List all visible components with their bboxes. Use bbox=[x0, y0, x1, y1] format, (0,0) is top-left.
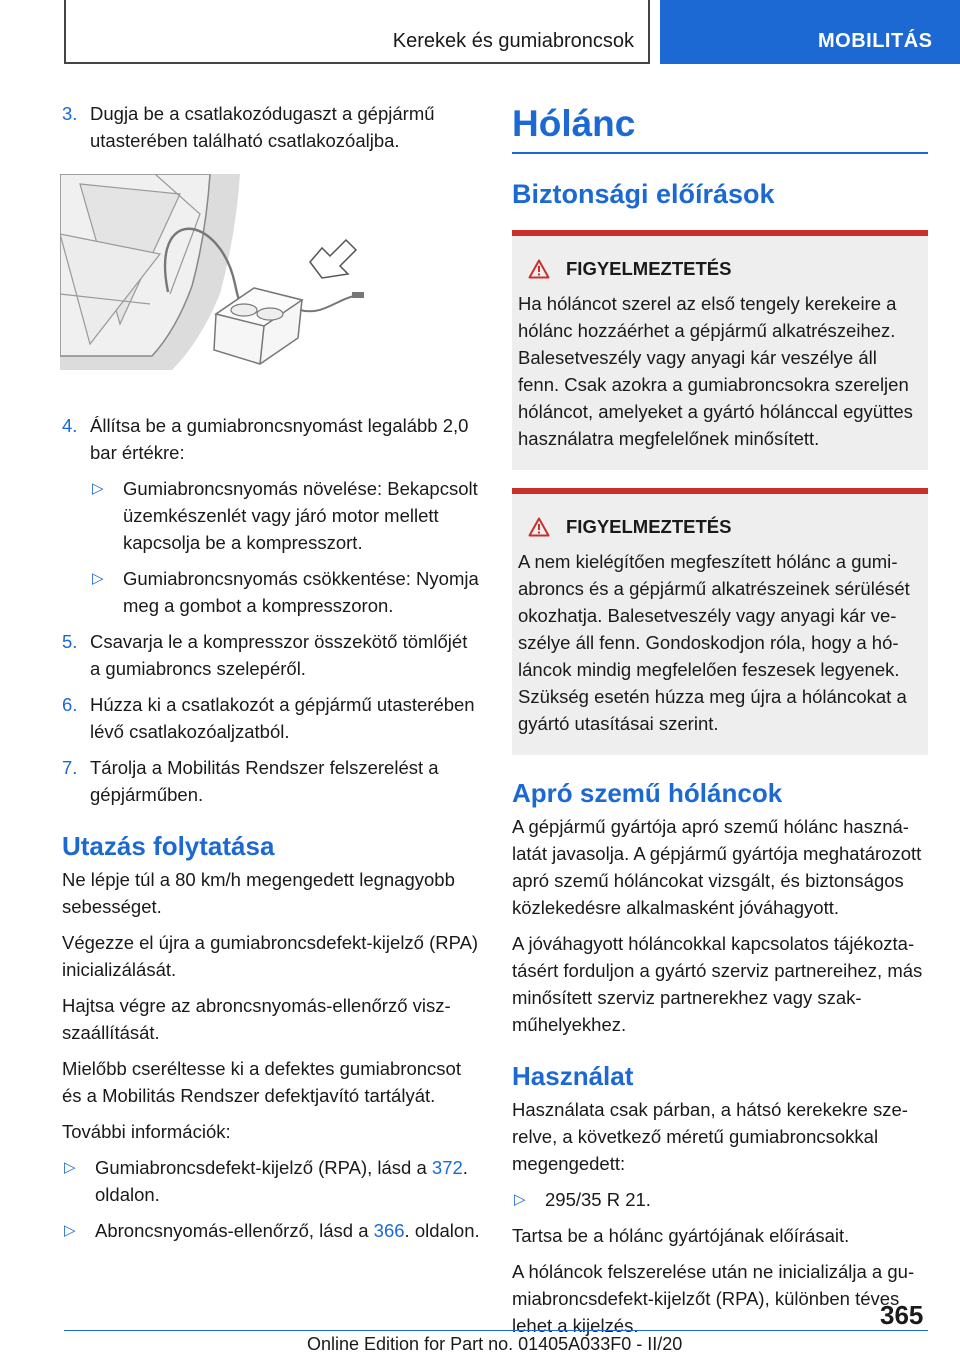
heading-usage: Használat bbox=[512, 1061, 634, 1091]
step-3 bbox=[62, 100, 482, 154]
page-link-372[interactable]: 372 bbox=[431, 1157, 463, 1178]
paragraph: Tartsa be a hólánc gyártójának előírásait. bbox=[512, 1225, 850, 1246]
warning-header bbox=[518, 512, 922, 542]
chapter-heading-snow-chains: Hólánc bbox=[512, 102, 928, 154]
triangle-bullet-icon: ▷ bbox=[64, 1222, 76, 1239]
footer-divider bbox=[64, 1330, 928, 1331]
step-text: Tárolja a Mobilitás Rendszer felszerelést a gépjárműben. bbox=[90, 757, 439, 805]
footer-edition: Online Edition for Part no. 01405A033F0 - II/20 bbox=[307, 1334, 683, 1354]
reference-text: Abroncsnyomás-ellenőrző, lásd a bbox=[95, 1220, 374, 1241]
step-text: Húzza ki a csatlakozót a gépjármű utasterében lévő csatlakozóaljzatból. bbox=[90, 694, 475, 742]
paragraph: Hajtsa végre az abroncsnyomás-ellenőrző viszszaállítását. bbox=[62, 995, 451, 1043]
page-number: 365 bbox=[880, 1300, 924, 1330]
paragraph: Ne lépje túl a 80 km/h megengedett legnagyobb sebességet. bbox=[62, 869, 455, 917]
step-number: 4. bbox=[62, 415, 78, 436]
paragraph: A hóláncok felszerelése után ne inicializálja a gumiabroncsdefekt-kijelzőt (RPA), különben téves lehet a kijelzés. bbox=[512, 1261, 915, 1336]
bullet-text: Gumiabroncsnyomás növelése: Bekapcsolt üzemkészenlét vagy járó motor mellett kapcsolja be a kompresszort. bbox=[123, 478, 478, 553]
reference-text: Gumiabroncsdefekt-kijelző (RPA), lásd a bbox=[95, 1157, 432, 1178]
reference-pressure-monitor bbox=[62, 1217, 482, 1244]
step-4-bullet-inflate bbox=[90, 475, 482, 556]
paragraph: Használata csak párban, a hátsó kerekekre szerelve, a következő méretű gumiabroncsokkal megengedett: bbox=[512, 1099, 908, 1174]
paragraph: A gépjármű gyártója apró szemű hólánc használatát javasolja. A gépjármű gyártója meghatározott apró szemű hóláncokat vizsgált, és biztonságos közlekedésre alkalmasként jóváhagyott. bbox=[512, 816, 922, 918]
tire-compressor-image bbox=[60, 174, 480, 374]
warning-label: FIGYELMEZTETÉS bbox=[566, 516, 732, 537]
triangle-bullet-icon: ▷ bbox=[64, 1159, 76, 1176]
step-6 bbox=[62, 691, 482, 745]
step-7 bbox=[62, 754, 482, 808]
heading-continue-journey: Utazás folytatása bbox=[62, 831, 275, 861]
step-5 bbox=[62, 628, 482, 682]
compressor-illustration bbox=[60, 174, 480, 374]
chapter-tab-label: MOBILITÁS bbox=[818, 30, 933, 52]
warning-box-1 bbox=[512, 230, 928, 470]
section-title: Kerekek és gumiabroncsok bbox=[392, 30, 634, 52]
reference-text: . oldalon. bbox=[95, 1157, 468, 1205]
paragraph: A jóváhagyott hóláncokkal kapcsolatos tájékoztatásért forduljon a gyártó szerviz partnereihez, más minősített szerviz partnerekhez vagy szakműhelyekhez. bbox=[512, 933, 923, 1035]
paragraph: Végezze el újra a gumiabroncsdefekt-kijelző (RPA) inicializálását. bbox=[62, 932, 479, 980]
paragraph: Mielőbb cseréltesse ki a defektes gumiabroncsot és a Mobilitás Rendszer defektjavító tartályát. bbox=[62, 1058, 461, 1106]
step-text: Állítsa be a gumiabroncsnyomást legalább 2,0 bar értékre: bbox=[90, 415, 469, 463]
step-4-bullet-deflate bbox=[90, 565, 482, 619]
paragraph: További információk: bbox=[62, 1121, 231, 1142]
step-number: 3. bbox=[62, 103, 78, 124]
heading-safety: Biztonsági előírások bbox=[512, 179, 775, 209]
bullet-text: Gumiabroncsnyomás csökkentése: Nyomja meg a gombot a kompresszoron. bbox=[123, 568, 479, 616]
page-link-366[interactable]: 366 bbox=[373, 1220, 405, 1241]
step-text: Csavarja le a kompresszor összekötő tömlőjét a gumiabroncs szelepéről. bbox=[90, 631, 468, 679]
triangle-bullet-icon: ▷ bbox=[514, 1191, 526, 1208]
warning-triangle-icon bbox=[528, 517, 550, 537]
chapter-tab bbox=[660, 0, 960, 64]
left-column bbox=[62, 100, 482, 1253]
warning-triangle-icon bbox=[528, 259, 550, 279]
warning-box-2 bbox=[512, 488, 928, 755]
step-4 bbox=[62, 412, 482, 466]
warning-text: Ha hóláncot szerel az első tengely kerekeire a hólánc hozzáérhet a gépjármű alkatrészeihez. Balesetveszély vagy anyagi kár veszélye áll fenn. Csak azokra a gumiabroncsokra szereljen hóláncot, amelyeket a gyártó hólánccal együttes használatra megfelelőnek minősített. bbox=[518, 293, 913, 449]
heading-fine-link-chains: Apró szemű hóláncok bbox=[512, 778, 783, 808]
step-number: 5. bbox=[62, 631, 78, 652]
triangle-bullet-icon: ▷ bbox=[92, 570, 104, 587]
header-frame bbox=[64, 0, 650, 64]
warning-header bbox=[518, 254, 922, 284]
step-number: 6. bbox=[62, 694, 78, 715]
right-column bbox=[512, 100, 928, 1348]
reference-text: . oldalon. bbox=[404, 1220, 480, 1241]
step-text: Dugja be a csatlakozódugaszt a gépjármű utasterében található csatlakozóaljba. bbox=[90, 103, 435, 151]
step-number: 7. bbox=[62, 757, 78, 778]
tire-size-bullet bbox=[512, 1186, 928, 1213]
triangle-bullet-icon: ▷ bbox=[92, 480, 104, 497]
bullet-text: 295/35 R 21. bbox=[545, 1189, 651, 1210]
warning-label: FIGYELMEZTETÉS bbox=[566, 258, 732, 279]
warning-text: A nem kielégítően megfeszített hólánc a gumiabroncs és a gépjármű alkatrészeinek sérülését okozhatja. Balesetveszély vagy anyagi kár veszélye áll fenn. Gondoskodjon róla, hogy a hóláncok mindig megfelelően feszesek legyenek. Szükség esetén húzza meg újra a hóláncokat a gyártó utasításai szerint. bbox=[518, 551, 910, 734]
reference-rpa bbox=[62, 1154, 482, 1208]
